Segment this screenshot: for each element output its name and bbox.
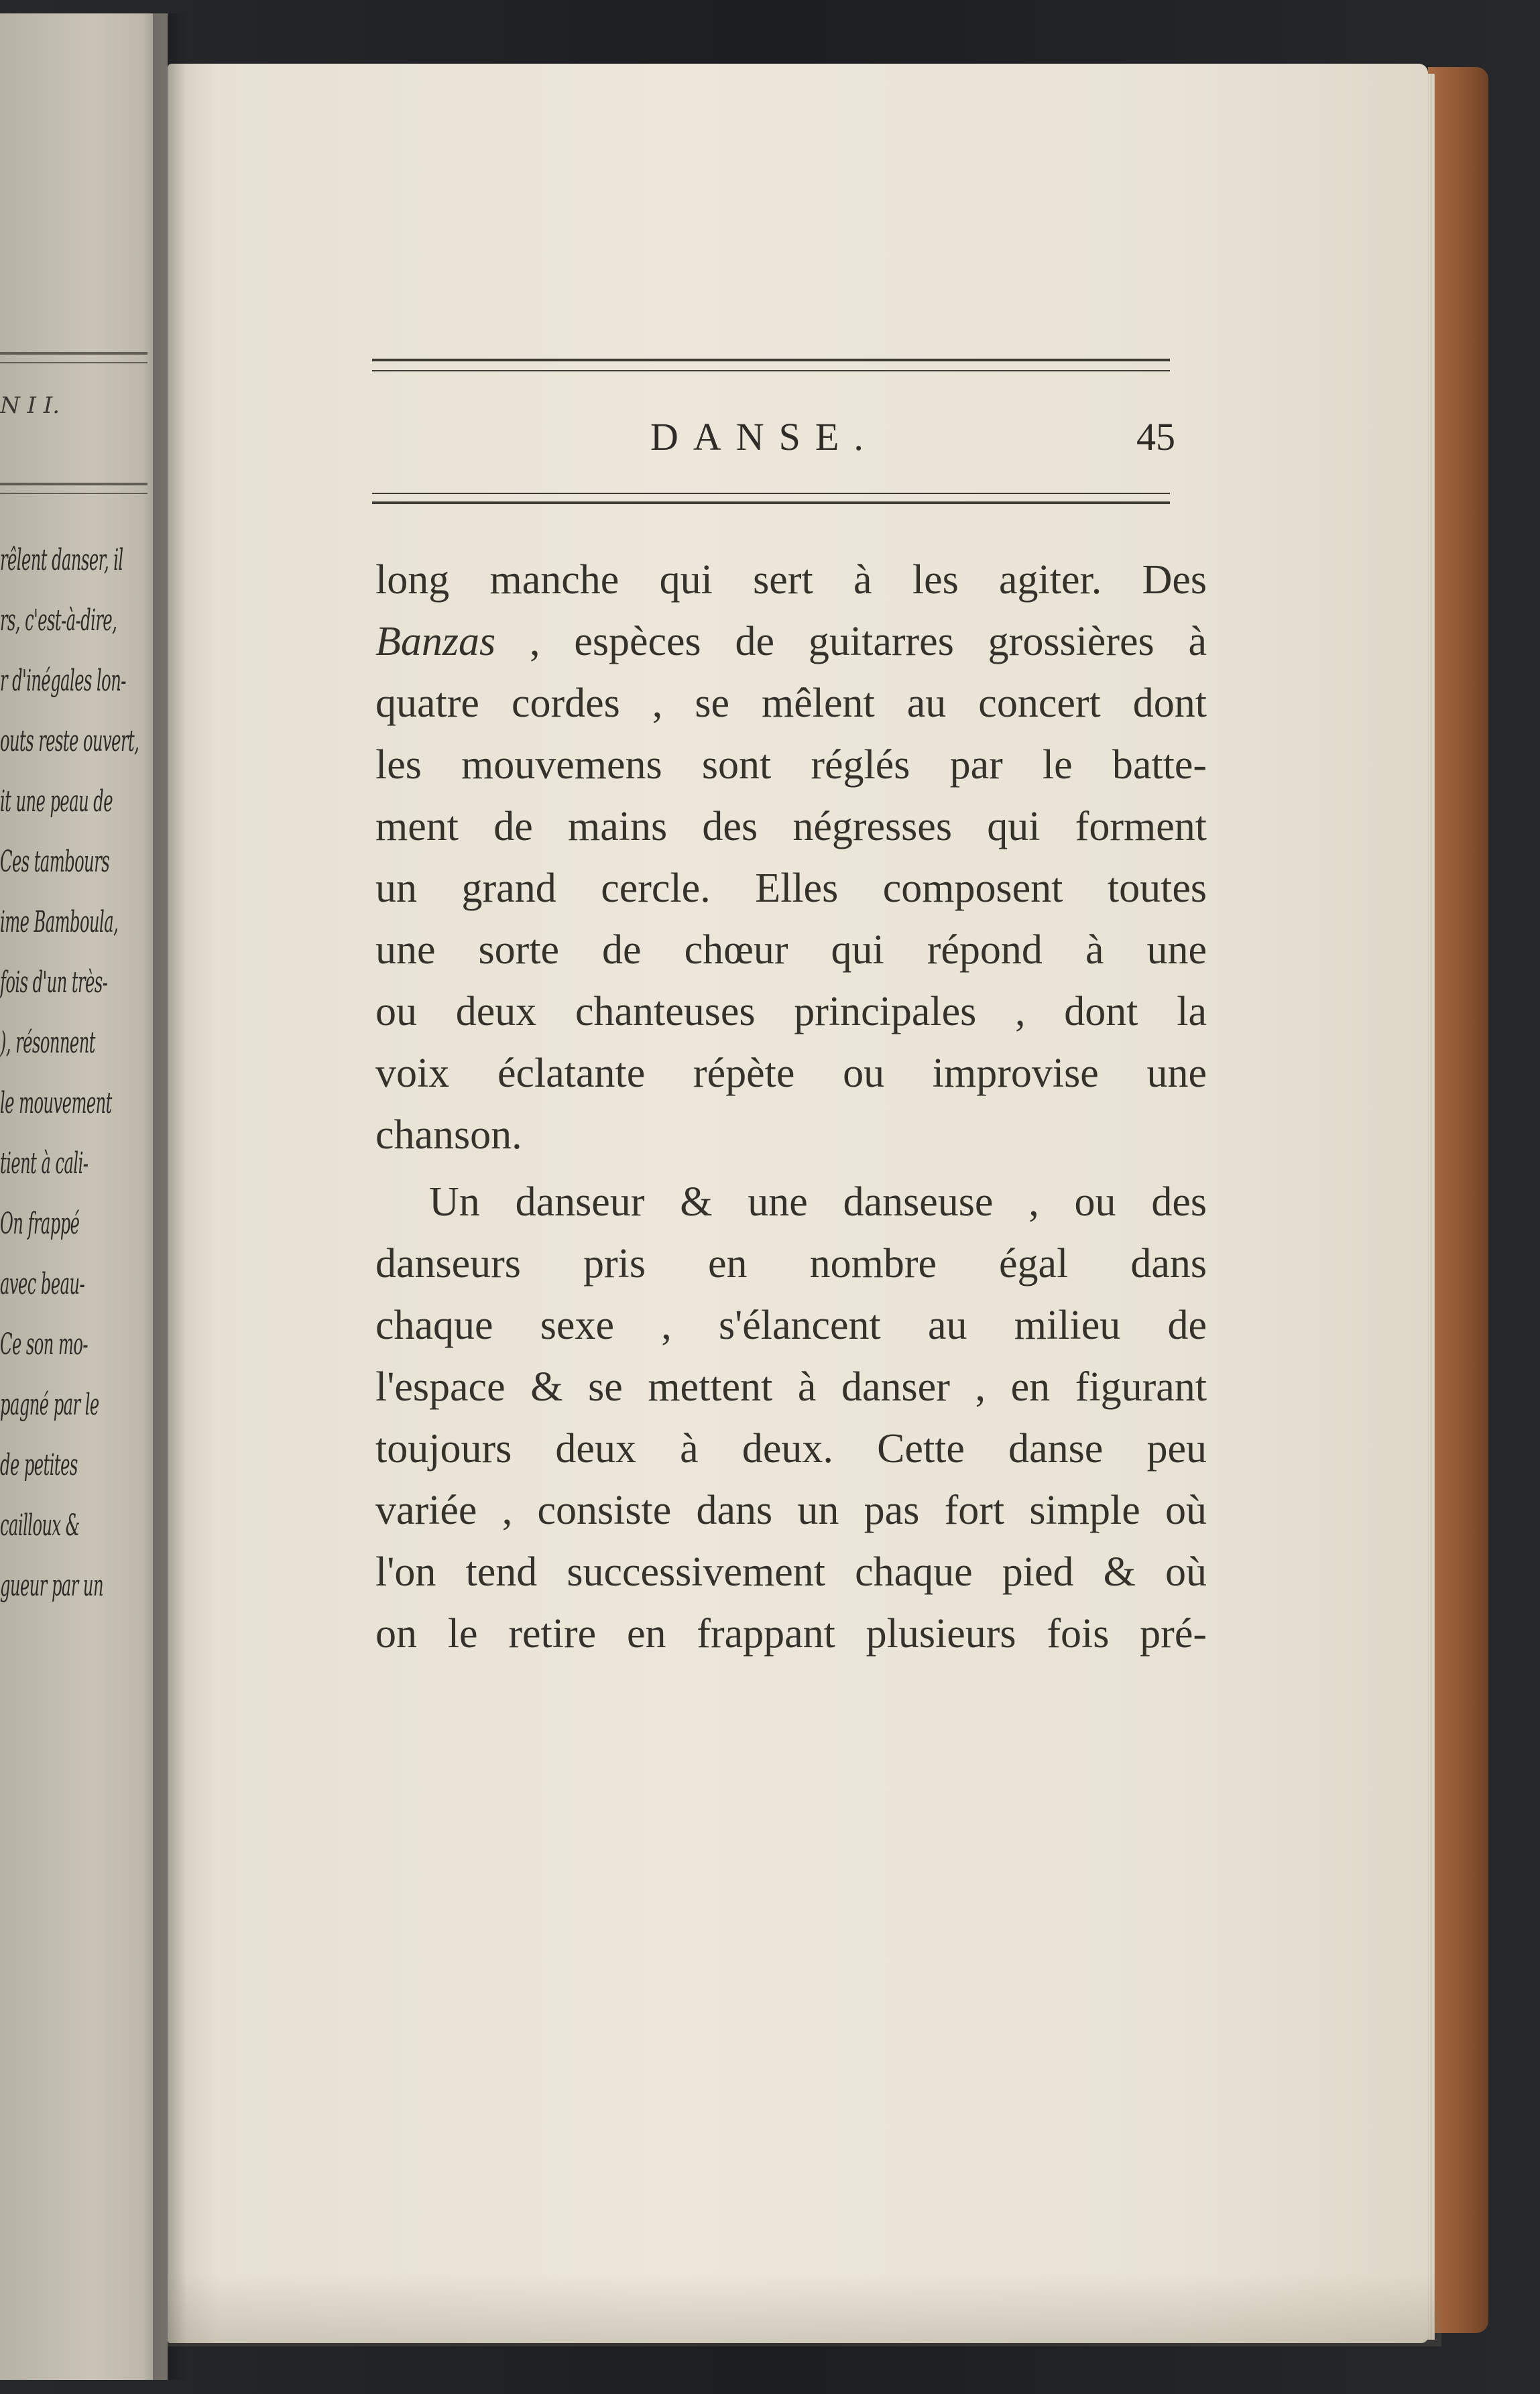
- left-header-rule: [0, 352, 147, 355]
- header-rule-top: [372, 359, 1170, 361]
- text-line: quatre cordes , se mêlent au concert dont: [375, 680, 1207, 726]
- left-text-line: r d'inégales lon-: [0, 664, 126, 698]
- text-line: voix éclatante répète ou improvise une: [375, 1051, 1207, 1096]
- left-header-rule: [0, 362, 147, 363]
- header-rule-top-thin: [372, 370, 1170, 371]
- text-line: chaque sexe , s'élancent au milieu de: [375, 1303, 1207, 1348]
- page-number: 45: [1136, 415, 1175, 459]
- italic-word: Banzas: [375, 619, 496, 664]
- left-text-line: it une peau de: [0, 784, 113, 819]
- book-cover-edge: [1428, 67, 1488, 2333]
- header-rule-bottom: [372, 501, 1170, 504]
- left-header-rule: [0, 493, 147, 494]
- left-text-line: de petites: [0, 1448, 78, 1482]
- left-text-line: le mouvement: [0, 1086, 112, 1120]
- left-text-line: avec beau-: [0, 1267, 85, 1301]
- text-line: les mouvemens sont réglés par le batte-: [375, 742, 1207, 788]
- text-line: chanson.: [375, 1112, 522, 1158]
- gutter-shadow: [153, 13, 186, 2380]
- text-line: l'espace & se mettent à danser , en figurant: [375, 1364, 1207, 1410]
- left-facing-page: [0, 13, 168, 2380]
- left-text-line: Ces tambours: [0, 845, 110, 879]
- text-line: une sorte de chœur qui répond à une: [375, 927, 1207, 973]
- left-text-line: pagné par le: [0, 1388, 99, 1422]
- text-line: un grand cercle. Elles composent toutes: [375, 865, 1207, 911]
- left-text-line: ), résonnent: [0, 1026, 95, 1060]
- text-line: toujours deux à deux. Cette danse peu: [375, 1426, 1207, 1472]
- left-text-line: rs, c'est-à-dire,: [0, 603, 117, 638]
- text-line: on le retire en frappant plusieurs fois pré-: [375, 1611, 1207, 1657]
- text-line: variée , consiste dans un pas fort simple où: [375, 1488, 1207, 1533]
- text-line: l'on tend successivement chaque pied & où: [375, 1549, 1207, 1595]
- left-text-line: On frappé: [0, 1207, 80, 1241]
- left-text-line: ime Bamboula,: [0, 905, 119, 939]
- left-text-line: gueur par un: [0, 1569, 103, 1603]
- left-text-line: tient à cali-: [0, 1146, 88, 1181]
- left-text-line: outs reste ouvert,: [0, 724, 139, 758]
- text-line: ment de mains des négresses qui forment: [375, 804, 1207, 849]
- left-running-head: N I I.: [0, 392, 60, 419]
- text-line: long manche qui sert à les agiter. Des: [375, 557, 1207, 603]
- left-text-line: Ce son mo-: [0, 1327, 88, 1362]
- text-line: ou deux chanteuses principales , dont la: [375, 989, 1207, 1034]
- left-text-line: rêlent danser, il: [0, 543, 123, 577]
- text-line: [375, 611, 1207, 672]
- left-header-rule: [0, 483, 147, 485]
- text-line-rest: , espèces de guitarres grossières à: [495, 619, 1207, 664]
- page-bottom-shade: [168, 2273, 1441, 2346]
- running-head: DANSE.: [650, 415, 878, 459]
- header-rule-bottom-thin: [372, 493, 1170, 494]
- text-line: danseurs pris en nombre égal dans: [375, 1241, 1207, 1286]
- text-line: Un danseur & une danseuse , ou des: [429, 1179, 1207, 1225]
- left-text-line: fois d'un très-: [0, 965, 108, 1000]
- left-text-line: cailloux &: [0, 1508, 80, 1543]
